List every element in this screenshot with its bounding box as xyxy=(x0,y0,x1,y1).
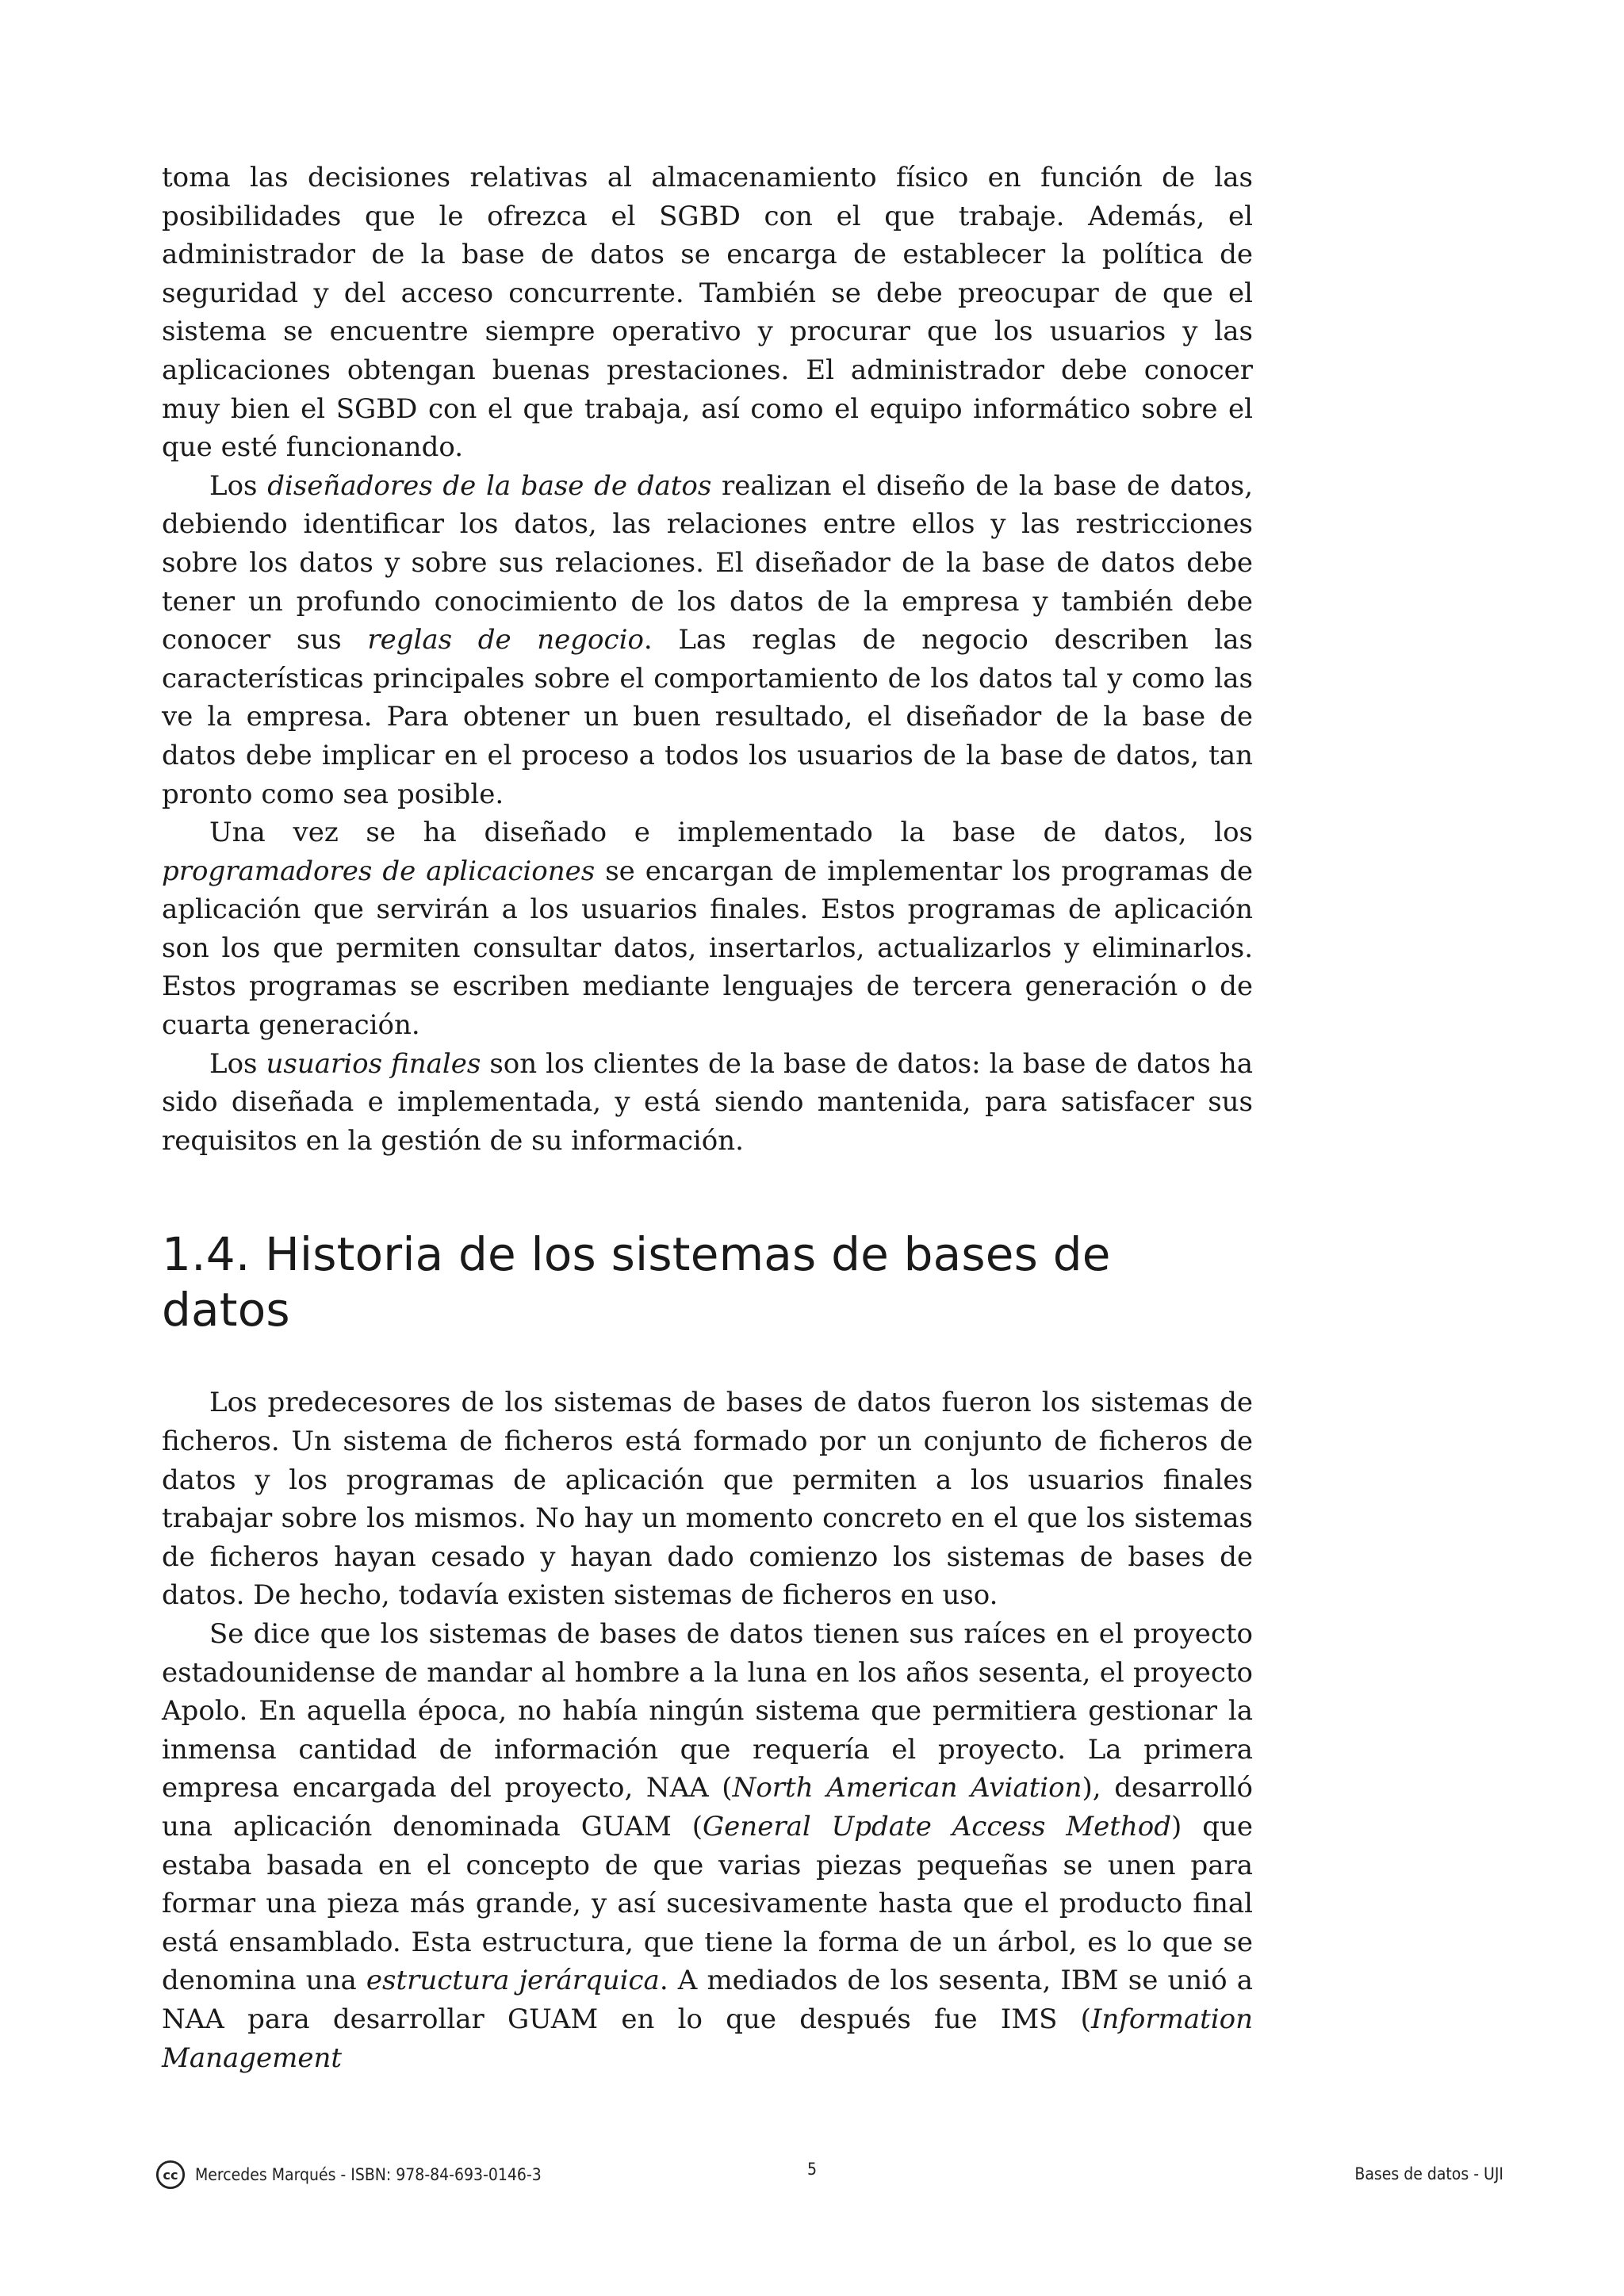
italic-term: diseñadores de la base de datos xyxy=(267,469,712,502)
section-title: 1.4. Historia de los sistemas de bases de datos xyxy=(162,1227,1111,1337)
text-run: realizan el diseño de la base de datos, debiendo identificar los datos, las relaciones entre ellos y las restricciones sobre los datos y sobre sus relaciones. El diseñador de la base de datos debe tener un profundo conocimiento de los datos de la empresa y también debe conocer sus xyxy=(162,469,1254,656)
text-run: ) que estaba basada en el concepto de que varias piezas pequeñas se unen para formar una pieza más grande, y así sucesivamente hasta que el producto final está ensamblado. Esta estructura, que tiene la forma de un árbol, es lo que se denomina una xyxy=(162,1810,1253,1997)
text-run: Se dice que los sistemas de bases de datos tienen sus raíces en el proyecto estadounidense de mandar al hombre a la luna en los años sesenta, el proyecto Apolo. En aquella época, no había ningún sistema que permitiera gestionar la inmensa cantidad de información que requería el proyecto. La primera empresa encargada del proyecto, NAA ( xyxy=(162,1618,1253,1804)
text-run: . A mediados de los sesenta, IBM se unió a NAA para desarrollar GUAM en lo que después fue IMS ( xyxy=(162,1965,1253,2035)
text-run: toma las decisiones relativas al almacenamiento físico en función de las posibilidades que le ofrezca el SGBD con el que trabaje. Además, el administrador de la base de datos se encarga de establecer la política de seguridad y del acceso concurrente. También se debe preocupar de que el sistema se encuentre siempre operativo y procurar que los usuarios y las aplicaciones obtengan buenas prestaciones. El administrador debe conocer muy bien el SGBD con el que trabaja, así como el equipo informático sobre el que esté funcionando. xyxy=(162,162,1253,464)
footer-author-isbn: Mercedes Marqués - ISBN: 978-84-693-0146-3 xyxy=(195,2165,542,2184)
italic-term: General Update Access Method xyxy=(703,1810,1172,1843)
page-number: 5 xyxy=(807,2160,818,2179)
text-run: Una vez se ha diseñado e implementado la base de datos, los xyxy=(209,817,1253,849)
italic-term: North American Aviation xyxy=(732,1772,1082,1804)
page-footer xyxy=(155,2160,1503,2191)
page-body xyxy=(162,159,1253,2077)
paragraph xyxy=(162,1615,1253,2077)
paragraphs-bottom xyxy=(162,1383,1253,2077)
text-run: ), desarrolló una aplicación denominada GUAM ( xyxy=(162,1772,1253,1843)
paragraph xyxy=(162,1383,1253,1615)
text-run: Los xyxy=(209,469,268,502)
text-run: Los xyxy=(209,1047,266,1080)
italic-term: usuarios finales xyxy=(266,1047,481,1080)
cc-icon xyxy=(155,2160,186,2190)
italic-term: Information Management xyxy=(162,2003,1253,2074)
text-run: Los predecesores de los sistemas de bases de datos fueron los sistemas de ficheros. Un sistema de ficheros está formado por un conjunto de ficheros de datos y los programas de aplicación que permiten a los usuarios finales trabajar sobre los mismos. No hay un momento concreto en el que los sistemas de ficheros hayan cesado y hayan dado comienzo los sistemas de bases de datos. De hecho, todavía existen sistemas de ficheros en uso. xyxy=(162,1387,1253,1612)
italic-term: estructura jerárquica xyxy=(366,1965,660,1997)
paragraph xyxy=(162,159,1253,467)
paragraph xyxy=(162,467,1253,813)
italic-term: programadores de aplicaciones xyxy=(162,855,596,887)
text-run: son los clientes de la base de datos: la base de datos ha sido diseñada e implementada, y está siendo mantenida, para satisfacer sus requisitos en la gestión de su información. xyxy=(162,1047,1253,1157)
paragraph xyxy=(162,813,1253,1045)
text-run: se encargan de implementar los programas de aplicación que servirán a los usuarios finales. Estos programas de aplicación son los que permiten consultar datos, insertarlos, actualizarlos y eliminarlos. Estos programas se escriben mediante lenguajes de tercera generación o de cuarta generación. xyxy=(162,855,1253,1042)
cc-icon-glyph: cc xyxy=(163,2168,178,2183)
text-run: . Las reglas de negocio describen las características principales sobre el comportamiento de los datos tal y como las ve la empresa. Para obtener un buen resultado, el diseñador de la base de datos debe implicar en el proceso a todos los usuarios de la base de datos, tan pronto como sea posible. xyxy=(162,624,1253,810)
footer-book-title: Bases de datos - UJI xyxy=(1354,2164,1503,2183)
footer-left xyxy=(155,2160,542,2190)
paragraphs-top xyxy=(162,159,1253,1160)
italic-term: reglas de negocio xyxy=(367,624,644,656)
paragraph xyxy=(162,1045,1253,1161)
